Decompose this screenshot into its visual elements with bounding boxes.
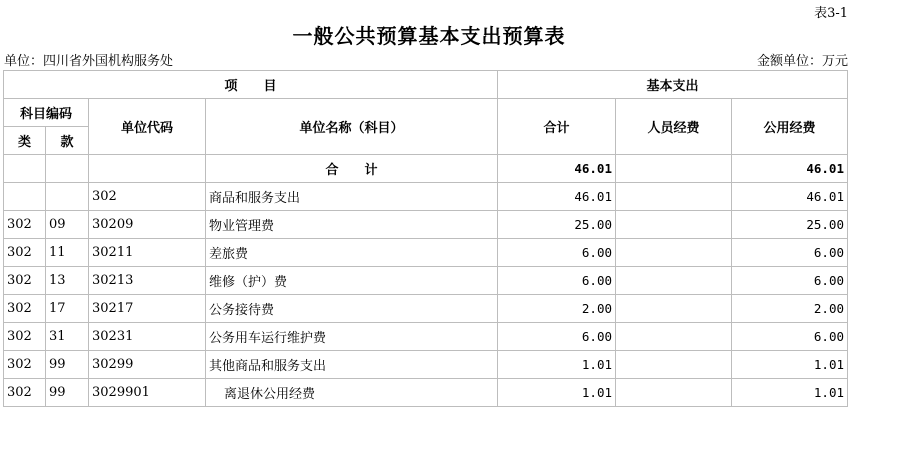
unit-code-cell: 302 [89,183,206,211]
item-group-header: 项 目 [4,71,498,99]
total-personnel [616,155,732,183]
unit-code-cell: 30209 [89,211,206,239]
public-cell: 46.01 [732,183,848,211]
total-cell: 2.00 [498,295,616,323]
class-cell: 302 [4,267,46,295]
section-cell: 09 [46,211,89,239]
total-label: 合 计 [206,155,498,183]
personnel-cell [616,351,732,379]
total-amount: 46.01 [498,155,616,183]
public-cell: 6.00 [732,267,848,295]
table-row [4,239,848,267]
section-cell [46,183,89,211]
total-cell: 1.01 [498,351,616,379]
table-row [4,295,848,323]
table-row [4,323,848,351]
table-row [4,379,848,407]
table-row [4,211,848,239]
section-header: 款 [46,127,89,155]
subject-code-header: 科目编码 [4,99,89,127]
amount-unit: 金额单位：万元 [756,54,848,69]
total-cell: 1.01 [498,379,616,407]
basic-expenditure-header: 基本支出 [498,71,848,99]
reporting-unit: 单位：四川省外国机构服务处 [4,54,174,69]
personnel-cell [616,323,732,351]
unit-name-cell: 公务用车运行维护费 [206,323,498,351]
unit-code-cell: 3029901 [89,379,206,407]
unit-code-cell: 30213 [89,267,206,295]
personnel-cell [616,239,732,267]
section-cell: 17 [46,295,89,323]
total-cell: 25.00 [498,211,616,239]
unit-name-cell: 公务接待费 [206,295,498,323]
class-cell [4,183,46,211]
unit-name-header: 单位名称（科目） [206,99,498,155]
unit-code-cell: 30299 [89,351,206,379]
class-cell: 302 [4,239,46,267]
total-class-cell [4,155,46,183]
unit-name-cell: 物业管理费 [206,211,498,239]
class-cell: 302 [4,323,46,351]
public-cell: 1.01 [732,351,848,379]
section-cell: 13 [46,267,89,295]
class-cell: 302 [4,351,46,379]
unit-name-cell: 其他商品和服务支出 [206,351,498,379]
unit-code-cell: 30211 [89,239,206,267]
total-section-cell [46,155,89,183]
header-row-2 [4,99,848,127]
public-header: 公用经费 [732,99,848,155]
total-cell: 46.01 [498,183,616,211]
class-cell: 302 [4,211,46,239]
personnel-cell [616,211,732,239]
personnel-cell [616,267,732,295]
total-cell: 6.00 [498,323,616,351]
unit-code-cell: 30231 [89,323,206,351]
personnel-header: 人员经费 [616,99,732,155]
section-cell: 99 [46,351,89,379]
total-code-cell [89,155,206,183]
personnel-cell [616,295,732,323]
unit-code-header: 单位代码 [89,99,206,155]
page-title: 一般公共预算基本支出预算表 [292,24,566,48]
public-cell: 6.00 [732,239,848,267]
section-cell: 11 [46,239,89,267]
table-number: 表3-1 [814,6,848,21]
public-cell: 25.00 [732,211,848,239]
public-cell: 6.00 [732,323,848,351]
total-cell: 6.00 [498,239,616,267]
unit-name-cell: 维修（护）费 [206,267,498,295]
unit-code-cell: 30217 [89,295,206,323]
public-cell: 2.00 [732,295,848,323]
table-row [4,267,848,295]
personnel-cell [616,183,732,211]
personnel-cell [616,379,732,407]
total-cell: 6.00 [498,267,616,295]
class-header: 类 [4,127,46,155]
total-header: 合计 [498,99,616,155]
unit-name-cell: 差旅费 [206,239,498,267]
class-cell: 302 [4,379,46,407]
class-cell: 302 [4,295,46,323]
section-cell: 99 [46,379,89,407]
budget-table [3,70,848,407]
section-cell: 31 [46,323,89,351]
unit-name-cell: 商品和服务支出 [206,183,498,211]
header-row-1 [4,71,848,99]
total-public: 46.01 [732,155,848,183]
table-row [4,183,848,211]
unit-name-cell: 离退休公用经费 [206,379,498,407]
table-row [4,351,848,379]
public-cell: 1.01 [732,379,848,407]
total-row [4,155,848,183]
